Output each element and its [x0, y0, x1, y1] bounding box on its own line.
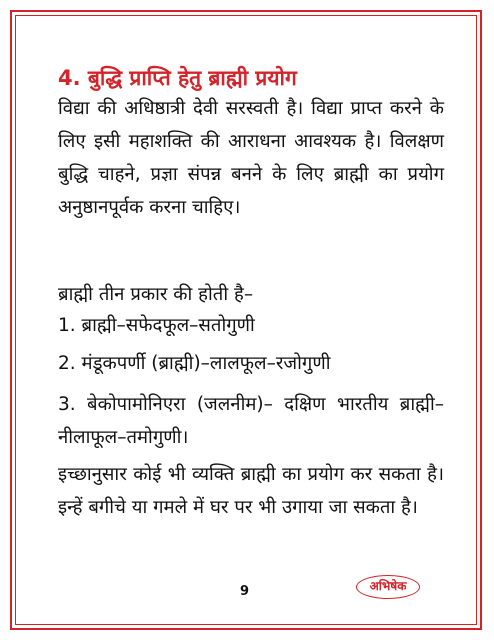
- list-item: 2. मंडूकपर्णी (ब्राह्मी)–लालफूल–रजोगुणी: [58, 353, 331, 374]
- page-number: 9: [240, 584, 250, 599]
- list-item: 1. ब्राह्मी–सफेदफूल–सतोगुणी: [58, 315, 255, 336]
- author-badge: अभिषेक: [356, 575, 420, 599]
- page-title: 4. बुद्धि प्राप्ति हेतु ब्राह्मी प्रयोग: [58, 66, 297, 90]
- paragraph-usage: इच्छानुसार कोई भी व्यक्ति ब्राह्मी का प्रयोग कर सकता है। इन्हें बगीचे या गमले में घर पर भी उगाया जा सकता है।: [58, 464, 444, 518]
- paragraph-types-heading: ब्राह्मी तीन प्रकार की होती है–: [58, 284, 254, 305]
- list-item: 3. बेकोपामोनिएरा (जलनीम)– दक्षिण भारतीय ब्राह्मी–नीलाफूल–तमोगुणी।: [58, 394, 444, 448]
- paragraph-intro: विद्या की अधिष्ठात्री देवी सरस्वती है। विद्या प्राप्त करने के लिए इसी महाशक्ति की आराधना आवश्यक है। विलक्षण बुद्धि चाहने, प्रज्ञा संपन्न बनने के लिए ब्राह्मी का प्रयोग अनुष्ठानपूर्वक करना चाहिए।: [58, 98, 444, 218]
